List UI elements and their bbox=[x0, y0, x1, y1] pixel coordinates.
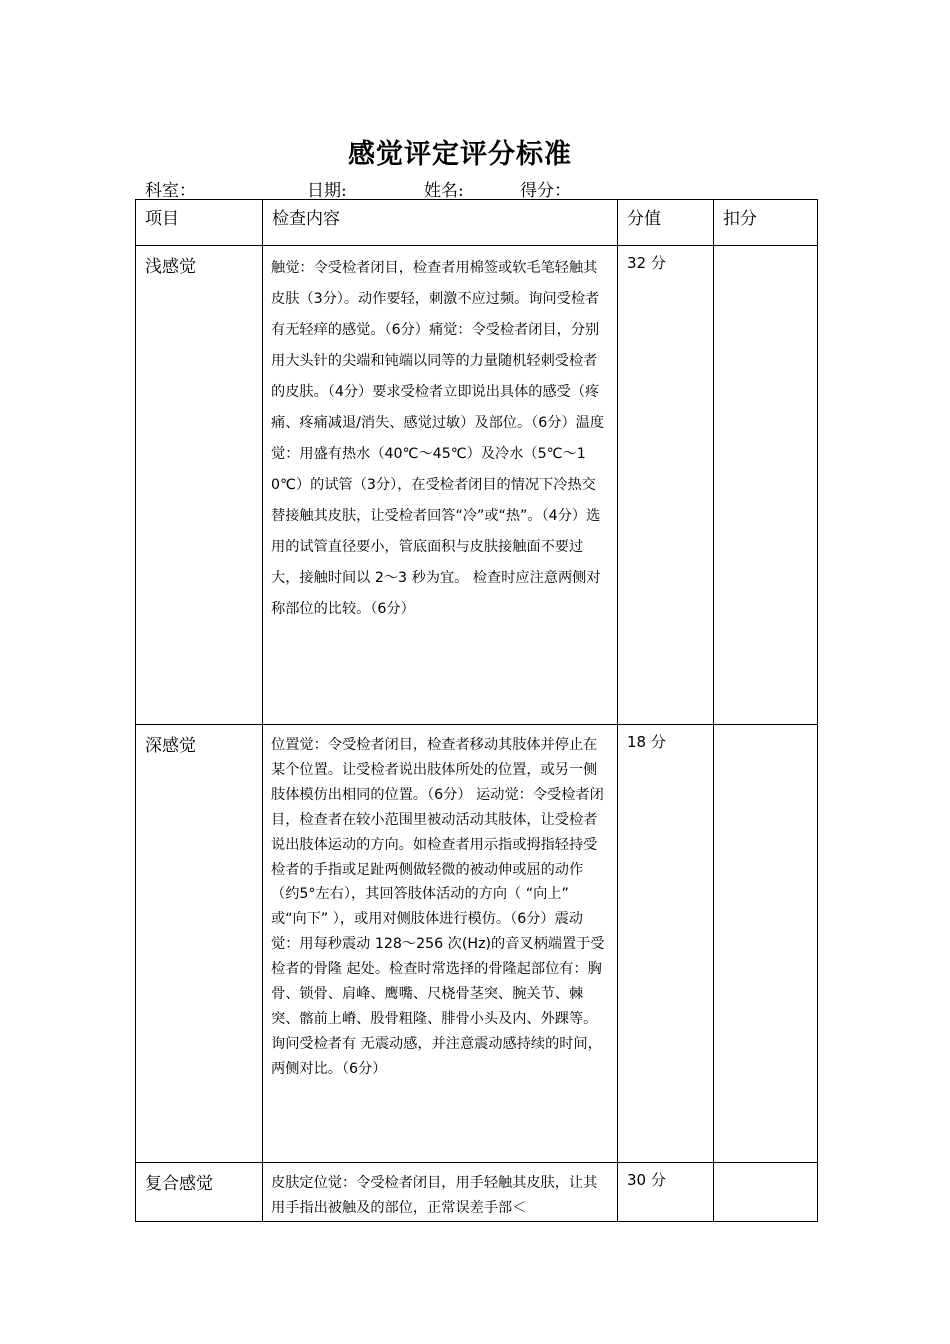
header-content: 检查内容 bbox=[263, 200, 618, 246]
header-deduction: 扣分 bbox=[714, 200, 818, 246]
row-value: 30 分 bbox=[618, 1163, 714, 1222]
name-label: 姓名: bbox=[424, 181, 464, 201]
header-item: 项目 bbox=[136, 200, 263, 246]
row-item: 深感觉 bbox=[136, 725, 263, 1163]
row-content: 皮肤定位觉：令受检者闭目，用手轻触其皮肤，让其用手指出被触及的部位，正常误差手部＜ bbox=[263, 1163, 618, 1222]
row-value: 32 分 bbox=[618, 246, 714, 725]
row-item: 复合感觉 bbox=[136, 1163, 263, 1222]
row-value: 18 分 bbox=[618, 725, 714, 1163]
row-deduction bbox=[714, 246, 818, 725]
row-deduction bbox=[714, 1163, 818, 1222]
table-header-row bbox=[136, 200, 818, 246]
table-row-deep bbox=[136, 725, 818, 1163]
document-title: 感觉评定评分标准 bbox=[348, 139, 572, 170]
score-label: 得分： bbox=[520, 181, 571, 201]
row-item: 浅感觉 bbox=[136, 246, 263, 725]
department-label: 科室： bbox=[145, 181, 196, 201]
row-deduction bbox=[714, 725, 818, 1163]
date-label: 日期: bbox=[307, 181, 347, 201]
table-row-complex bbox=[136, 1163, 818, 1222]
table-row-superficial bbox=[136, 246, 818, 725]
row-content: 触觉：令受检者闭目，检查者用棉签或软毛笔轻触其皮肤（3分）。动作要轻，刺激不应过频。询问受检者有无轻痒的感觉。（6分）痛觉：令受检者闭目，分别用大头针的尖端和钝端以同等的力量随机轻刺受检者的皮肤。（4分）要求受检者立即说出具体的感受（疼痛、疼痛减退/消失、感觉过敏）及部位。（6分）温度觉：用盛有热水（40℃～45℃）及冷水（5℃～10℃）的试管（3分），在受检者闭目的情况下冷热交替接触其皮肤，让受检者回答“冷”或“热”。（4分）选用的试管直径要小，管底面积与皮肤接触面不要过大，接触时间以 2～3 秒为宜。 检查时应注意两侧对称部位的比较。（6分） bbox=[263, 246, 618, 725]
scoring-table bbox=[135, 199, 818, 1222]
row-content: 位置觉：令受检者闭目，检查者移动其肢体并停止在某个位置。让受检者说出肢体所处的位置，或另一侧肢体模仿出相同的位置。（6分） 运动觉：令受检者闭目，检查者在较小范围里被动活动其肢体，让受检者说出肢体运动的方向。如检查者用示指或拇指轻持受检者的手指或足趾两侧做轻微的被动伸或屈的动作（约5°左右），其回答肢体活动的方向（ “向上” 或“向下” ），或用对侧肢体进行模仿。（6分）震动觉：用每秒震动 128～256 次(Hz)的音叉柄端置于受检者的骨隆 起处。检查时常选择的骨隆起部位有：胸骨、锁骨、肩峰、鹰嘴、尺桡骨茎突、腕关节、棘突、髂前上嵴、股骨粗隆、腓骨小头及内、外踝等。询问受检者有 无震动感，并注意震动感持续的时间，两侧对比。（6分） bbox=[263, 725, 618, 1163]
header-value: 分值 bbox=[618, 200, 714, 246]
